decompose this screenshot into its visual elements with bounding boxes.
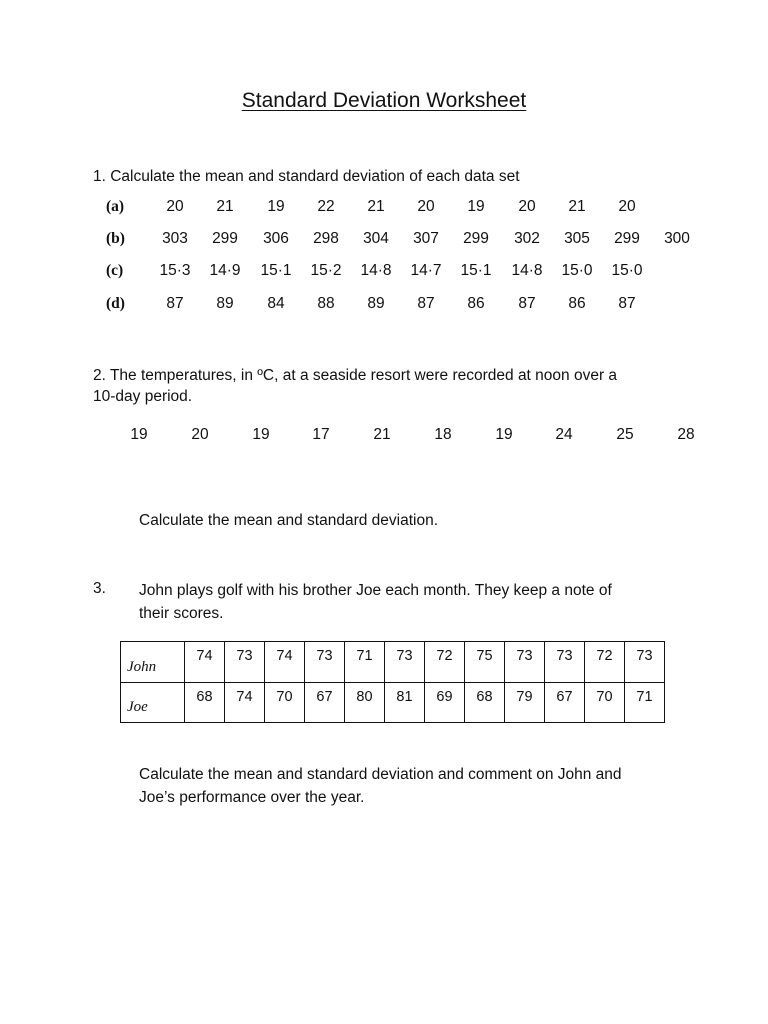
page-title: Standard Deviation Worksheet: [241, 89, 527, 112]
data-value: 14·9: [209, 262, 241, 279]
data-value: 21: [367, 198, 385, 215]
data-set-label: (d): [106, 295, 125, 312]
temperature-value: 28: [677, 426, 695, 443]
data-value: 15·1: [460, 262, 492, 279]
score-cell: 70: [265, 683, 305, 723]
temperature-value: 18: [434, 426, 452, 443]
data-value: 299: [463, 230, 489, 247]
score-cell: 72: [425, 642, 465, 683]
score-cell: 70: [585, 683, 625, 723]
data-value: 15·1: [260, 262, 292, 279]
data-value: 14·8: [511, 262, 543, 279]
data-value: 22: [317, 198, 335, 215]
score-cell: 79: [505, 683, 545, 723]
data-value: 304: [363, 230, 389, 247]
data-value: 87: [618, 295, 636, 312]
data-set-label: (b): [106, 230, 125, 247]
q1-prompt: 1. Calculate the mean and standard deviation of each data set: [93, 168, 520, 185]
data-value: 299: [614, 230, 640, 247]
score-cell: 72: [585, 642, 625, 683]
q3-prompt-line1: John plays golf with his brother Joe each month. They keep a note of: [139, 582, 612, 599]
data-value: 302: [514, 230, 540, 247]
score-cell: 74: [185, 642, 225, 683]
temperature-value: 21: [373, 426, 391, 443]
temperature-value: 24: [555, 426, 573, 443]
data-value: 14·7: [410, 262, 442, 279]
data-value: 15·3: [159, 262, 191, 279]
q3-instruction-line1: Calculate the mean and standard deviation and comment on John and: [139, 766, 622, 783]
data-value: 84: [267, 295, 285, 312]
q3-prompt-line2: their scores.: [139, 605, 224, 622]
data-value: 87: [166, 295, 184, 312]
data-value: 15·0: [561, 262, 593, 279]
q2-prompt-line1: 2. The temperatures, in ºC, at a seaside resort were recorded at noon over a: [93, 367, 618, 384]
q3-instruction-line2: Joe’s performance over the year.: [139, 789, 365, 806]
table-row-john: [121, 642, 665, 683]
table-row-joe: [121, 683, 665, 723]
data-value: 303: [162, 230, 188, 247]
data-value: 14·8: [360, 262, 392, 279]
score-cell: 73: [505, 642, 545, 683]
data-value: 87: [417, 295, 435, 312]
data-value: 20: [618, 198, 636, 215]
data-value: 19: [467, 198, 485, 215]
temperature-value: 19: [130, 426, 148, 443]
data-value: 20: [518, 198, 536, 215]
data-value: 21: [568, 198, 586, 215]
data-value: 89: [216, 295, 234, 312]
score-cell: 73: [305, 642, 345, 683]
row-name: John: [121, 642, 185, 683]
data-value: 15·2: [310, 262, 342, 279]
data-set-a: [0, 198, 768, 220]
data-value: 20: [166, 198, 184, 215]
data-value: 306: [263, 230, 289, 247]
data-set-b: [0, 230, 768, 252]
score-cell: 73: [625, 642, 665, 683]
q2-prompt-line2: 10-day period.: [93, 388, 193, 405]
row-name: Joe: [121, 683, 185, 723]
data-value: 19: [267, 198, 285, 215]
score-cell: 74: [265, 642, 305, 683]
temperature-value: 19: [495, 426, 513, 443]
score-cell: 73: [225, 642, 265, 683]
data-value: 86: [568, 295, 586, 312]
score-cell: 68: [185, 683, 225, 723]
data-set-label: (a): [106, 198, 125, 215]
data-value: 87: [518, 295, 536, 312]
score-cell: 75: [465, 642, 505, 683]
temperature-value: 19: [252, 426, 270, 443]
score-cell: 71: [625, 683, 665, 723]
data-set-label: (c): [106, 262, 124, 279]
score-cell: 81: [385, 683, 425, 723]
temperature-value: 20: [191, 426, 209, 443]
data-value: 89: [367, 295, 385, 312]
data-value: 300: [664, 230, 690, 247]
score-cell: 67: [305, 683, 345, 723]
q2-instruction: Calculate the mean and standard deviation.: [139, 512, 439, 529]
score-cell: 80: [345, 683, 385, 723]
data-set-d: [0, 295, 768, 317]
score-cell: 71: [345, 642, 385, 683]
data-value: 307: [413, 230, 439, 247]
score-cell: 67: [545, 683, 585, 723]
data-value: 86: [467, 295, 485, 312]
data-value: 305: [564, 230, 590, 247]
score-cell: 68: [465, 683, 505, 723]
data-value: 299: [212, 230, 238, 247]
data-value: 15·0: [611, 262, 643, 279]
data-value: 21: [216, 198, 234, 215]
temperature-values: [0, 426, 768, 448]
golf-scores-table: [120, 641, 665, 723]
data-value: 20: [417, 198, 435, 215]
score-cell: 74: [225, 683, 265, 723]
data-value: 88: [317, 295, 335, 312]
score-cell: 69: [425, 683, 465, 723]
data-value: 298: [313, 230, 339, 247]
data-set-c: [0, 262, 768, 284]
temperature-value: 17: [312, 426, 330, 443]
q3-number: 3.: [93, 580, 106, 597]
temperature-value: 25: [616, 426, 634, 443]
score-cell: 73: [385, 642, 425, 683]
score-cell: 73: [545, 642, 585, 683]
